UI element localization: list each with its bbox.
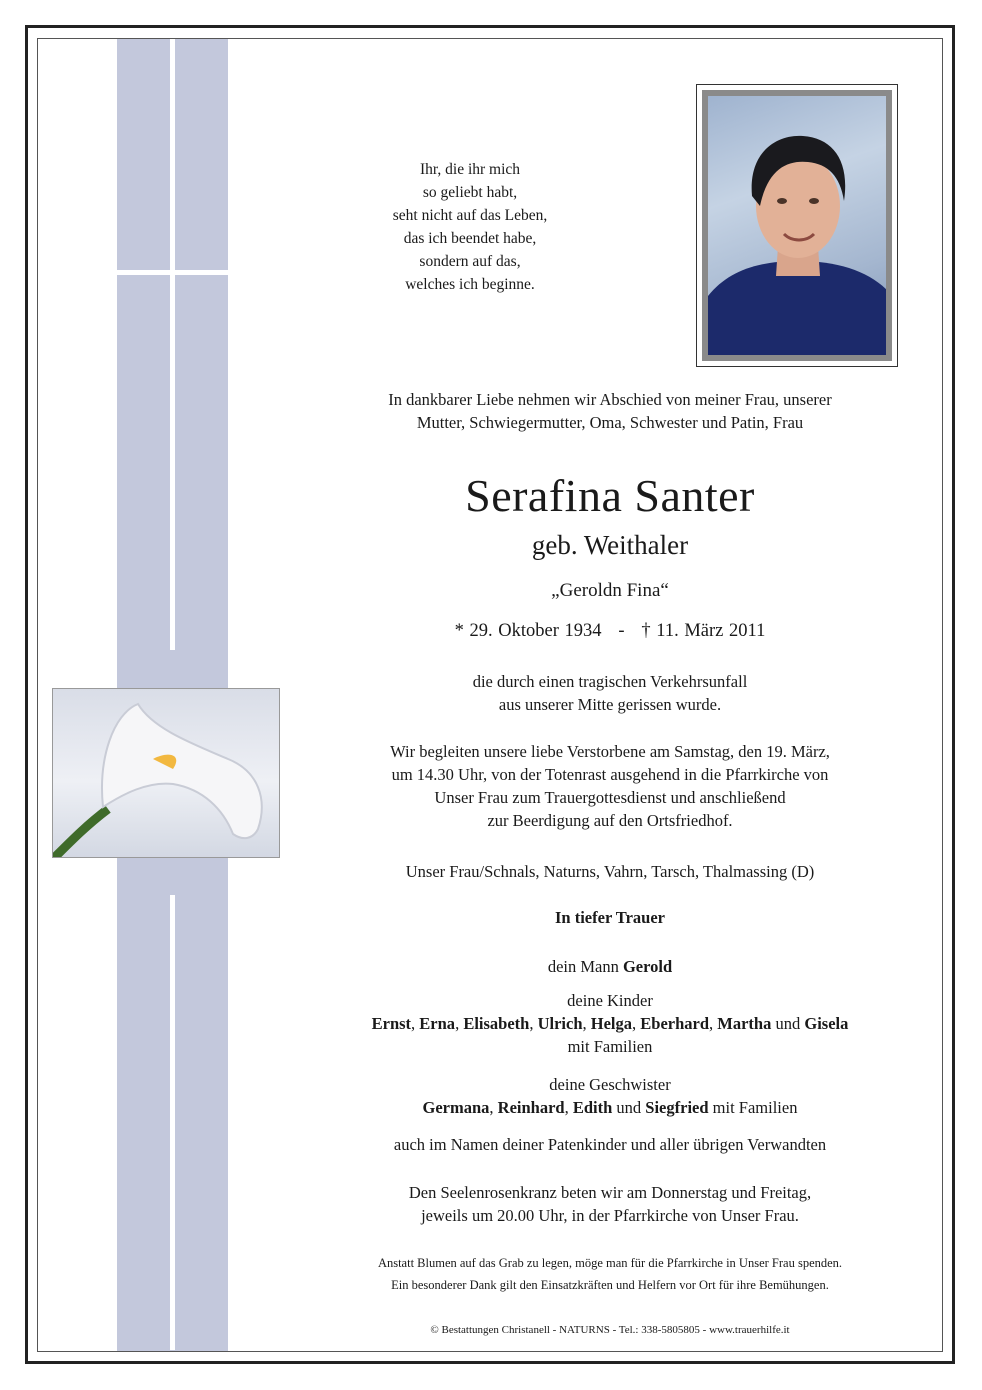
note-line: Ein besonderer Dank gilt den Einsatzkräften und Helfern vor Ort für ihre Bemühungen. — [391, 1278, 829, 1292]
child-name: Ernst — [371, 1014, 412, 1033]
name-separator: , — [455, 1014, 464, 1033]
children-title: deine Kinder — [567, 991, 653, 1010]
portrait-illustration — [708, 96, 886, 355]
rosary-text — [300, 1181, 920, 1227]
poem-line: welches ich beginne. — [405, 276, 535, 293]
children-suffix: mit Familien — [567, 1037, 653, 1056]
sibling-name: Siegfried — [645, 1098, 709, 1117]
funeral-text — [300, 740, 920, 832]
children-names — [300, 1012, 920, 1035]
poem-line: sondern auf das, — [419, 253, 521, 270]
intro-text — [300, 388, 920, 434]
poem-line: seht nicht auf das Leben, — [392, 207, 548, 224]
child-name: Helga — [590, 1014, 633, 1033]
child-name: Erna — [419, 1014, 456, 1033]
sibling-name: Reinhard — [497, 1098, 565, 1117]
name-separator: , — [709, 1014, 718, 1033]
funeral-line: Unser Frau zum Trauergottesdienst und anschließend — [434, 788, 786, 807]
cross-vertical-lower — [170, 895, 175, 1350]
cause-line: aus unserer Mitte gerissen wurde. — [498, 695, 722, 714]
funeral-line: um 14.30 Uhr, von der Totenrast ausgehend in die Pfarrkirche von — [391, 765, 829, 784]
deceased-name: Serafina Santer — [465, 470, 755, 521]
memorial-poem — [360, 158, 580, 296]
name-conjunction: und — [771, 1014, 805, 1033]
intro-line: Mutter, Schwiegermutter, Oma, Schwester und Patin, Frau — [416, 413, 804, 432]
calla-lily-illustration — [53, 689, 280, 858]
name-separator: , — [632, 1014, 641, 1033]
note-line: Anstatt Blumen auf das Grab zu legen, möge man für die Pfarrkirche in Unser Frau spenden. — [377, 1256, 843, 1270]
name-separator: , — [529, 1014, 538, 1033]
name-separator: , — [411, 1014, 420, 1033]
funeral-line: zur Beerdigung auf den Ortsfriedhof. — [487, 811, 733, 830]
rosary-line: Den Seelenrosenkranz beten wir am Donnerstag und Freitag, — [408, 1183, 812, 1202]
sibling-name: Edith — [572, 1098, 613, 1117]
siblings-block — [300, 1073, 920, 1119]
funeral-line: Wir begleiten unsere liebe Verstorbene am Samstag, den 19. März, — [390, 742, 830, 761]
child-name: Martha — [717, 1014, 772, 1033]
cross-vertical-top — [170, 39, 175, 270]
life-dates: * 29. Oktober 1934 - † 11. März 2011 — [454, 621, 766, 641]
maiden-name: geb. Weithaler — [531, 530, 689, 560]
husband-line — [300, 955, 920, 978]
name-conjunction: und — [612, 1098, 646, 1117]
nickname: „Geroldn Fina“ — [551, 580, 669, 601]
intro-line: In dankbarer Liebe nehmen wir Abschied von meiner Frau, unserer — [388, 390, 832, 409]
name-separator: , — [489, 1098, 498, 1117]
places-list: Unser Frau/Schnals, Naturns, Vahrn, Tarsch, Thalmassing (D) — [405, 862, 815, 881]
poem-line: das ich beendet habe, — [403, 230, 537, 247]
husband-prefix: dein Mann — [547, 957, 623, 976]
siblings-suffix: mit Familien — [708, 1098, 798, 1117]
poem-line: Ihr, die ihr mich — [419, 161, 521, 178]
cross-vertical-bottom — [170, 275, 175, 650]
footer-credit: © Bestattungen Christanell - NATURNS - Tel.: 338-5805805 - www.trauerhilfe.it — [430, 1324, 790, 1336]
child-name: Gisela — [804, 1014, 849, 1033]
notes — [300, 1252, 920, 1296]
siblings-names — [300, 1096, 920, 1119]
poem-line: so geliebt habt, — [422, 184, 518, 201]
portrait-image — [708, 96, 886, 355]
child-name: Eberhard — [640, 1014, 710, 1033]
children-block — [300, 989, 920, 1058]
child-name: Ulrich — [537, 1014, 583, 1033]
sibling-name: Germana — [422, 1098, 490, 1117]
cause-line: die durch einen tragischen Verkehrsunfall — [472, 672, 748, 691]
name-separator: , — [582, 1014, 591, 1033]
name-separator: , — [564, 1098, 573, 1117]
calla-lily-image — [52, 688, 280, 858]
rosary-line: jeweils um 20.00 Uhr, in der Pfarrkirche von Unser Frau. — [421, 1206, 799, 1225]
godchildren-line: auch im Namen deiner Patenkinder und aller übrigen Verwandten — [393, 1135, 827, 1154]
portrait-photo — [696, 84, 898, 367]
cause-text — [300, 670, 920, 716]
child-name: Elisabeth — [463, 1014, 530, 1033]
husband-name: Gerold — [622, 957, 673, 976]
mourning-title: In tiefer Trauer — [555, 908, 665, 927]
siblings-title: deine Geschwister — [549, 1075, 671, 1094]
